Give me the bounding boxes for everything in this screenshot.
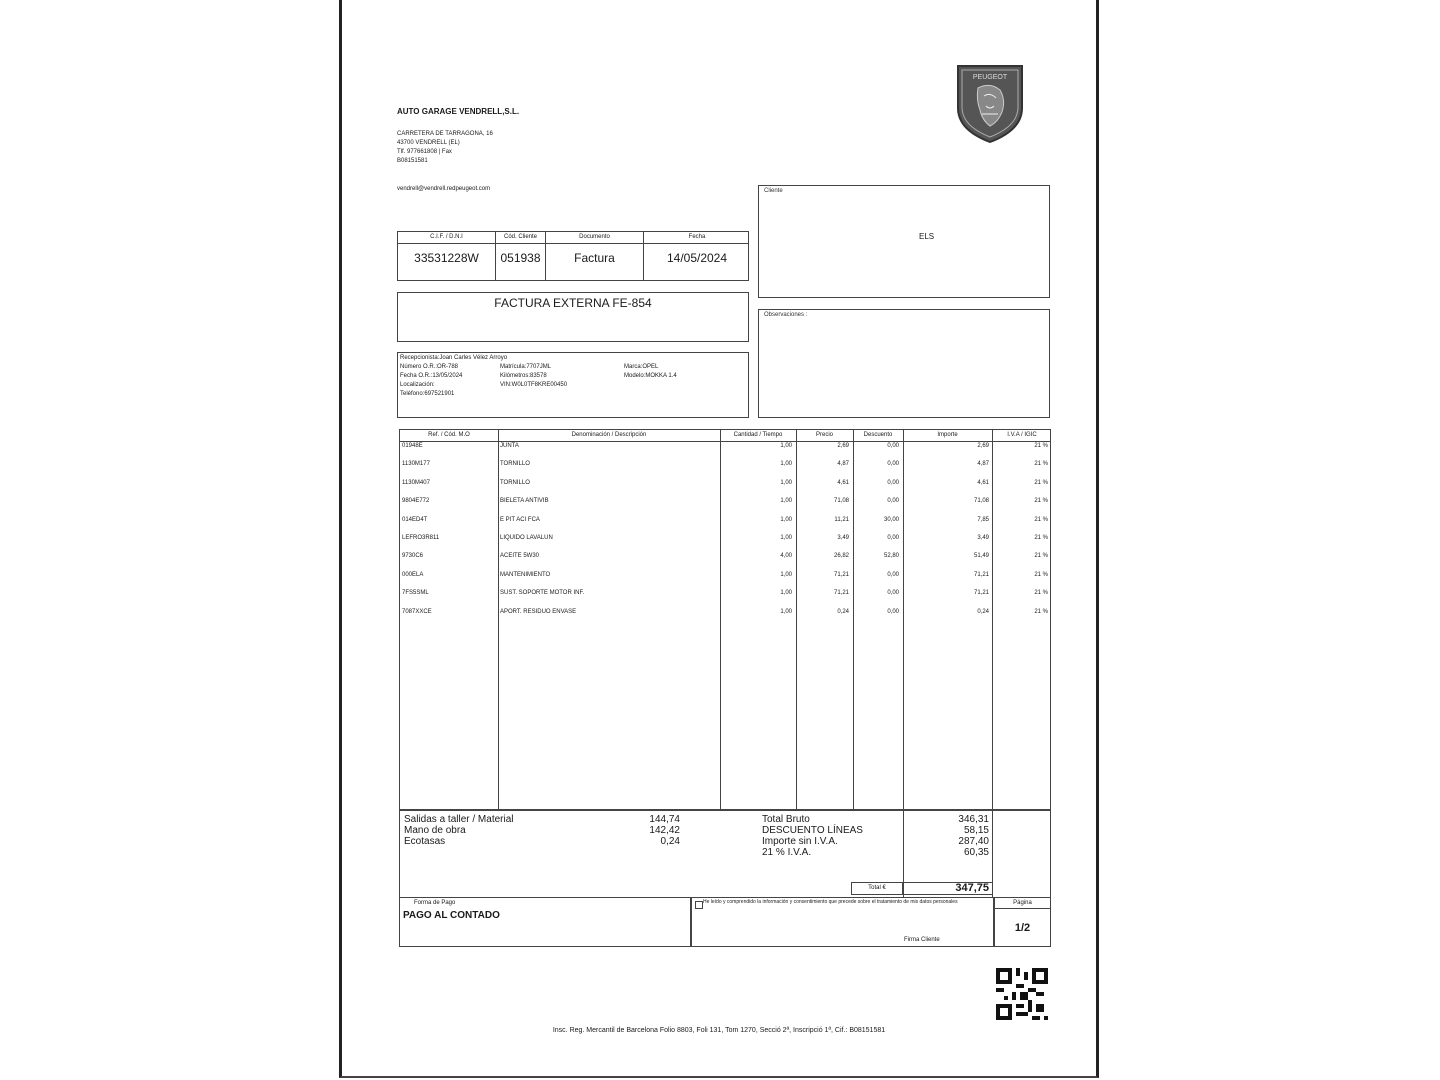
- row-amount: 4,87: [977, 461, 989, 468]
- firma-label: Firma Cliente: [904, 937, 940, 943]
- row-discount: 0,00: [887, 479, 899, 486]
- row-price: 26,82: [833, 553, 849, 560]
- row-discount: 0,00: [887, 608, 899, 615]
- row-description: TORNILLO: [500, 461, 530, 468]
- row-vat: 21 %: [1034, 443, 1048, 449]
- payment-box: [399, 897, 691, 947]
- row-discount: 0,00: [887, 571, 899, 578]
- header-client-code-label: Cód. Cliente: [496, 232, 546, 243]
- row-discount: 30,00: [883, 516, 899, 523]
- invoice-page: [339, 0, 1099, 1078]
- row-vat: 21 %: [1034, 608, 1048, 615]
- date-value: 14/05/2024: [666, 251, 728, 265]
- table-row: [400, 461, 1050, 479]
- page-label: Página: [995, 899, 1050, 909]
- row-ref: 7087XXCE: [402, 608, 432, 615]
- qr-code-icon: [996, 968, 1048, 1020]
- row-vat: 21 %: [1034, 535, 1048, 541]
- row-amount: 2,69: [977, 443, 989, 449]
- table-row: [400, 480, 1050, 498]
- items-table: [399, 429, 1051, 810]
- col-header-quantity: Cantidad / Tiempo: [733, 432, 783, 438]
- order-info-col3: Marca:OPEL Modelo:MOKKA 1.4: [624, 364, 677, 379]
- row-description: MANTENIMIENTO: [500, 571, 551, 578]
- row-price: 2,69: [837, 443, 849, 449]
- page-value: 1/2: [1014, 922, 1031, 934]
- header-date-label: Fecha: [688, 234, 706, 240]
- row-ref: LEFRO3R811: [402, 535, 440, 541]
- header-table: [397, 231, 749, 281]
- order-info-col2: Matrícula:7707JML Kilómetros:83578 VIN:W0L0TF8KRE00450: [500, 364, 568, 388]
- header-cif-label: C.I.F. / D.N.I: [398, 232, 496, 243]
- summary-right-labels: Total Bruto DESCUENTO LÍNEAS Importe sin I.V.A. 21 % I.V.A.: [762, 814, 863, 858]
- row-quantity: 1,00: [780, 498, 792, 505]
- payment-label: Forma de Pago: [414, 900, 456, 906]
- company-address: CARRETERA DE TARRAGONA, 16 43700 VENDRELL (EL) Tlf. 977661808 | Fax B08151581: [397, 131, 493, 164]
- consent-checkbox[interactable]: [695, 901, 703, 909]
- row-quantity: 1,00: [780, 535, 792, 541]
- company-email: vendrell@vendrell.redpeugeot.com: [397, 186, 491, 192]
- summary-right-values: 346,31 58,15 287,40 60,35: [958, 814, 989, 858]
- col-header-vat: I.V.A / IGIC: [1007, 432, 1037, 438]
- document-type-value: Factura: [546, 244, 644, 280]
- row-quantity: 1,00: [780, 571, 792, 578]
- row-discount: 52,80: [883, 553, 899, 560]
- logo-text: PEUGEOT: [972, 74, 1008, 81]
- table-row: [400, 609, 1050, 627]
- row-ref: 014ED4T: [402, 516, 428, 523]
- row-quantity: 1,00: [780, 443, 792, 449]
- cif-value: 33531228W: [398, 244, 496, 280]
- row-quantity: 1,00: [780, 461, 792, 468]
- title-box: [397, 292, 749, 342]
- row-ref: 7FS5SML: [402, 590, 429, 597]
- row-amount: 4,61: [977, 479, 989, 486]
- row-price: 3,49: [837, 535, 849, 541]
- row-discount: 0,00: [887, 535, 899, 541]
- row-amount: 71,21: [973, 571, 989, 578]
- order-info-col1: Recepcionista:Joan Carles Vélez Arroyo Número O.R.:OR-788 Fecha O.R.:13/05/2024 Localización: Teléfono:697521901: [400, 355, 508, 397]
- row-price: 4,87: [837, 461, 849, 468]
- row-discount: 0,00: [887, 590, 899, 597]
- client-code-value: 051938: [496, 244, 546, 280]
- row-amount: 71,21: [973, 590, 989, 597]
- row-quantity: 1,00: [780, 590, 792, 597]
- consent-text: He leído y comprendido la información y consentimiento que precede sobre el tratamiento de mis datos personales: [703, 899, 958, 905]
- row-price: 4,61: [837, 479, 849, 486]
- row-discount: 0,00: [887, 443, 899, 449]
- row-amount: 7,85: [977, 516, 989, 523]
- row-amount: 51,49: [973, 553, 989, 560]
- table-row: [400, 498, 1050, 516]
- col-header-discount: Descuento: [863, 432, 893, 438]
- row-description: JUNTA: [500, 443, 519, 449]
- table-row: [400, 517, 1050, 535]
- lion-shield-logo: [952, 62, 1028, 144]
- row-description: LIQUIDO LAVALUN: [500, 535, 553, 541]
- order-info-box: [397, 352, 749, 418]
- row-price: 71,08: [833, 498, 849, 505]
- row-quantity: 4,00: [780, 553, 792, 560]
- row-amount: 71,08: [973, 498, 989, 505]
- row-ref: 1130M177: [402, 461, 430, 468]
- total-label: Total €: [851, 882, 903, 895]
- items-rows: [400, 443, 1050, 809]
- summary-left-labels: Salidas a taller / Material Mano de obra Ecotasas: [404, 814, 514, 847]
- col-header-price: Precio: [815, 432, 833, 438]
- table-row: [400, 443, 1050, 461]
- row-quantity: 1,00: [780, 516, 792, 523]
- row-vat: 21 %: [1034, 516, 1048, 523]
- consent-box: [691, 897, 994, 947]
- row-vat: 21 %: [1034, 553, 1048, 560]
- row-quantity: 1,00: [780, 479, 792, 486]
- row-description: TORNILLO: [500, 479, 530, 486]
- table-row: [400, 572, 1050, 590]
- row-vat: 21 %: [1034, 461, 1048, 468]
- col-header-ref: Ref. / Cód. M.O: [428, 432, 470, 438]
- observaciones-box: [758, 309, 1050, 418]
- row-price: 0,24: [837, 608, 849, 615]
- payment-value: PAGO AL CONTADO: [403, 910, 500, 921]
- row-amount: 3,49: [977, 535, 989, 541]
- col-header-description: Denominación / Descripción: [571, 432, 647, 438]
- row-discount: 0,00: [887, 461, 899, 468]
- registry-text: Insc. Reg. Mercantil de Barcelona Folio 8803, Foli 131, Tom 1270, Secció 2ª, Inscripció 1ª, Cif.: B08151581: [552, 1027, 886, 1034]
- invoice-title: FACTURA EXTERNA FE-854: [494, 296, 652, 310]
- observaciones-label: Observaciones :: [764, 312, 808, 318]
- company-name: AUTO GARAGE VENDRELL,S.L.: [397, 107, 520, 116]
- row-ref: 1130M407: [402, 479, 430, 486]
- table-row: [400, 590, 1050, 608]
- row-ref: 9730C6: [402, 553, 424, 560]
- row-description: E PIT ACI FCA: [500, 516, 540, 523]
- client-label: Cliente: [764, 188, 783, 194]
- row-ref: 000ELA: [402, 571, 424, 578]
- col-header-amount: Importe: [937, 432, 958, 438]
- row-ref: 01948E: [402, 443, 423, 449]
- row-vat: 21 %: [1034, 498, 1048, 505]
- row-description: SUST. SOPORTE MOTOR INF.: [500, 590, 585, 597]
- row-quantity: 1,00: [780, 608, 792, 615]
- table-row: [400, 535, 1050, 553]
- row-vat: 21 %: [1034, 590, 1048, 597]
- page-box: [994, 897, 1051, 947]
- summary-left-values: 144,74 142,42 0,24: [649, 814, 680, 847]
- row-price: 71,21: [833, 571, 849, 578]
- row-price: 71,21: [833, 590, 849, 597]
- row-description: BIELETA ANTIVIB: [500, 498, 549, 505]
- row-description: ACEITE 5W30: [500, 553, 540, 560]
- row-price: 11,21: [834, 516, 849, 523]
- total-value: 347,75: [903, 882, 993, 895]
- row-ref: 9804E772: [402, 498, 430, 505]
- row-vat: 21 %: [1034, 571, 1048, 578]
- client-name: ELS: [919, 232, 935, 241]
- row-amount: 0,24: [977, 608, 989, 615]
- row-description: APORT. RESIDUO ENVASE: [500, 608, 577, 615]
- table-row: [400, 553, 1050, 571]
- header-document-label: Documento: [546, 232, 644, 243]
- row-discount: 0,00: [887, 498, 899, 505]
- client-box: [758, 185, 1050, 298]
- row-vat: 21 %: [1034, 479, 1048, 486]
